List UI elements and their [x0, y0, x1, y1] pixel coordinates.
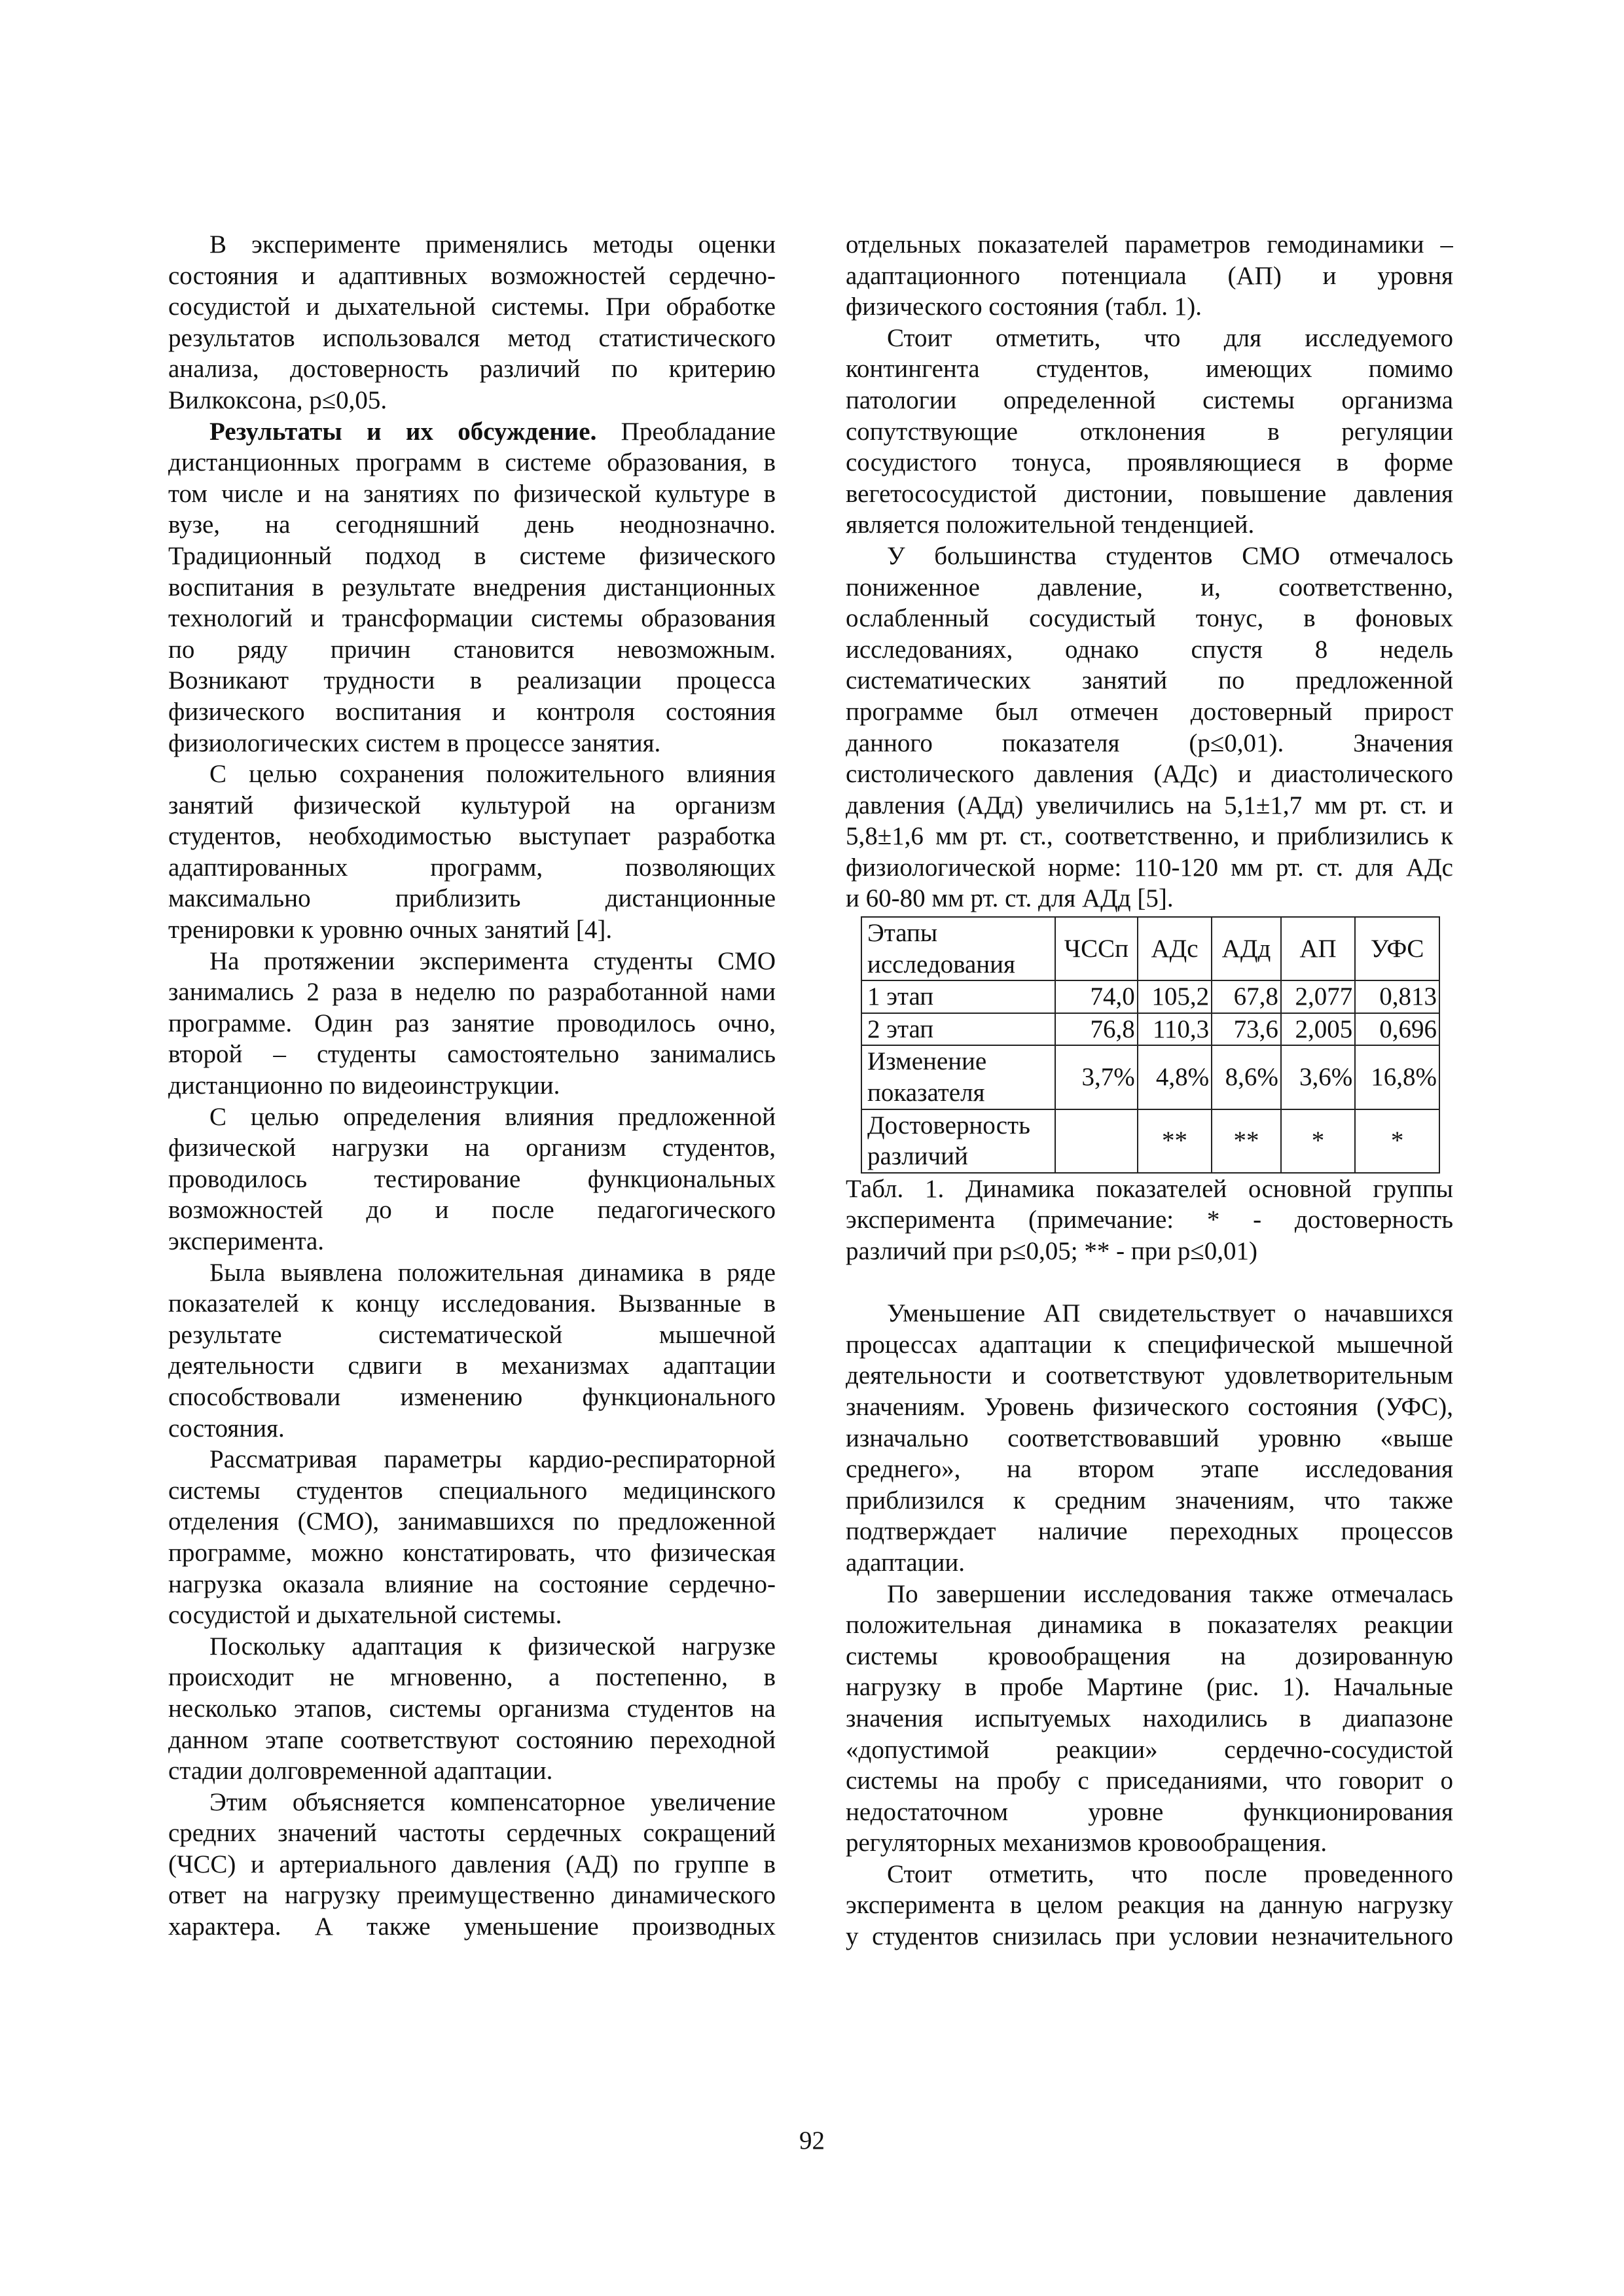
table-header-stage: Этапы исследования: [861, 917, 1055, 980]
text-line: регуляторных механизмов кровообращения.: [846, 1829, 1327, 1857]
right-column-text-after-table: [846, 1298, 1453, 1952]
text-line: второй – студенты самостоятельно занимались: [168, 1040, 776, 1069]
text-line: у студентов снизилась при условии незначительного: [846, 1922, 1453, 1951]
text-line: Этим объясняется компенсаторное увеличение: [209, 1787, 776, 1816]
text-line: пониженное давление, и, соответственно,: [846, 573, 1453, 601]
table-cell: 74,0: [1055, 980, 1138, 1013]
text-line: средних значений частоты сердечных сокращений: [168, 1819, 776, 1848]
table-header-cell: АП: [1281, 917, 1355, 980]
text-line: Поскольку адаптация к физической нагрузке: [209, 1632, 776, 1660]
text-line: воспитания в результате внедрения дистанционных: [168, 573, 776, 601]
text-line: возможностей до и после педагогического: [168, 1196, 776, 1225]
text-line: отделения (СМО), занимавшихся по предложенной: [168, 1507, 776, 1536]
text-line: недостаточном уровне функционирования: [846, 1797, 1453, 1826]
text-line: Традиционный подход в системе физического: [168, 541, 776, 570]
table-cell: 16,8%: [1355, 1045, 1439, 1109]
table-row-label: 1 этап: [861, 980, 1055, 1013]
page-number: 92: [799, 2126, 825, 2155]
text-line: Табл. 1. Динамика показателей основной группы: [846, 1174, 1453, 1203]
table-row-label: 2 этап: [861, 1013, 1055, 1046]
text-line: сосудистой и дыхательной системы.: [168, 1601, 562, 1630]
table-cell: *: [1281, 1109, 1355, 1173]
text-line: Стоит отметить, что после проведенного: [887, 1859, 1453, 1888]
text-line: Вилкоксона, p≤0,05.: [168, 386, 388, 414]
table-cell: *: [1355, 1109, 1439, 1173]
text-line: максимально приблизить дистанционные: [168, 884, 776, 913]
text-line: результатов использовался метод статистического: [168, 323, 776, 352]
text-line: Рассматривая параметры кардио-респираторной: [209, 1445, 776, 1474]
text-line: эксперимента.: [168, 1227, 325, 1255]
table-row-label: Достоверность различий: [861, 1109, 1055, 1173]
table-caption: [846, 1174, 1453, 1267]
text-line: значениям. Уровень физического состояния (УФС),: [846, 1392, 1453, 1421]
text-line: адаптированных программ, позволяющих: [168, 853, 776, 882]
text-line: стадии долговременной адаптации.: [168, 1757, 553, 1785]
text-line: адаптационного потенциала (АП) и уровня: [846, 261, 1453, 290]
text-line: программе, можно констатировать, что физическая: [168, 1538, 776, 1567]
text-line: Уменьшение АП свидетельствует о начавшихся: [887, 1299, 1453, 1328]
table-1: [861, 916, 1440, 1174]
text-line: анализа, достоверность различий по критерию: [168, 355, 776, 384]
text-line: и 60-80 мм рт. ст. для АДд [5].: [846, 884, 1174, 913]
text-line: программе. Один раз занятие проводилось очно,: [168, 1009, 776, 1037]
table-header-row: [861, 917, 1439, 980]
text-line: «допустимой реакции» сердечно-сосудистой: [846, 1735, 1453, 1764]
text-line: занятий физической культурой на организм: [168, 791, 776, 819]
text-line: результате систематической мышечной: [168, 1320, 776, 1349]
text-line: Стоит отметить, что для исследуемого: [887, 323, 1453, 352]
text-line: технологий и трансформации системы образования: [168, 604, 776, 633]
text-line: нагрузку в пробе Мартине (рис. 1). Начальные: [846, 1673, 1453, 1702]
text-line: эксперимента (примечание: * - достоверность: [846, 1206, 1453, 1234]
table-header-cell: УФС: [1355, 917, 1439, 980]
text-line: характера. А также уменьшение производных: [168, 1912, 776, 1941]
table-cell: 8,6%: [1212, 1045, 1281, 1109]
text-line: нагрузка оказала влияние на состояние сердечно-: [168, 1570, 776, 1598]
text-line: адаптации.: [846, 1548, 965, 1577]
text-line: студентов, необходимостью выступает разработка: [168, 822, 776, 851]
text-line: В эксперименте применялись методы оценки: [209, 230, 776, 259]
table-cell: 0,813: [1355, 980, 1439, 1013]
indicators-table: [861, 916, 1440, 1174]
table-cell: 76,8: [1055, 1013, 1138, 1046]
text-line: По завершении исследования также отмечалась: [887, 1579, 1453, 1608]
text-line: данном этапе соответствуют состоянию переходной: [168, 1725, 776, 1754]
text-line: подтверждает наличие переходных процессов: [846, 1517, 1453, 1546]
text-line: [168, 416, 776, 448]
table-cell: 73,6: [1212, 1013, 1281, 1046]
text-line: состояния.: [168, 1414, 285, 1443]
table-header-cell: АДд: [1212, 917, 1281, 980]
text-line: отдельных показателей параметров гемодинамики –: [846, 230, 1453, 259]
table-row: [861, 1109, 1439, 1173]
text-line: физического воспитания и контроля состояния: [168, 697, 776, 726]
table-header-cell: АДс: [1138, 917, 1212, 980]
text-line: системы кровообращения на дозированную: [846, 1641, 1453, 1670]
text-line: На протяжении эксперимента студенты СМО: [209, 946, 776, 975]
table-cell: 110,3: [1138, 1013, 1212, 1046]
table-cell: **: [1212, 1109, 1281, 1173]
right-column-text-before-table: [846, 229, 1453, 914]
text-line: дистанционно по видеоинструкции.: [168, 1071, 560, 1100]
text-line: ослабленный сосудистый тонус, в фоновых: [846, 604, 1453, 633]
text-line: деятельности сдвиги в механизмах адаптации: [168, 1352, 776, 1380]
text-line: том числе и на занятиях по физической культуре в: [168, 479, 776, 508]
table-cell: 2,077: [1281, 980, 1355, 1013]
text-line: различий при p≤0,05; ** - при p≤0,01): [846, 1237, 1258, 1265]
text-line: проводилось тестирование функциональных: [168, 1164, 776, 1193]
table-cell: 0,696: [1355, 1013, 1439, 1046]
text-line: системы на пробу с приседаниями, что говорит о: [846, 1767, 1453, 1795]
table-cell: 3,7%: [1055, 1045, 1138, 1109]
text-line: физиологических систем в процессе занятия.: [168, 728, 661, 757]
text-line: сосудистого тонуса, проявляющиеся в форме: [846, 448, 1453, 477]
text-line: тренировки к уровню очных занятий [4].: [168, 916, 613, 944]
table-header-cell: ЧССп: [1055, 917, 1138, 980]
text-line: систематических занятий по предложенной: [846, 666, 1453, 695]
table-cell: 3,6%: [1281, 1045, 1355, 1109]
text-line: среднего», на втором этапе исследования: [846, 1455, 1453, 1484]
text-line: патологии определенной системы организма: [846, 386, 1453, 414]
text-line: физиологической норме: 110-120 мм рт. ст. для АДс: [846, 853, 1453, 882]
text-line: вузе, на сегодняшний день неоднозначно.: [168, 511, 776, 539]
text-line: сосудистой и дыхательной системы. При обработке: [168, 293, 776, 321]
text-line: У большинства студентов СМО отмечалось: [887, 541, 1453, 570]
text-line: значения испытуемых находились в диапазоне: [846, 1704, 1453, 1732]
text-line: по ряду причин становится невозможным.: [168, 635, 776, 664]
text-line: происходит не мгновенно, а постепенно, в: [168, 1663, 776, 1692]
text-line: приблизился к средним значениям, что также: [846, 1486, 1453, 1515]
text-line: процессах адаптации к специфической мышечной: [846, 1330, 1453, 1359]
table-cell: [1055, 1109, 1138, 1173]
text-line: С целью сохранения положительного влияния: [209, 760, 776, 789]
text-line: деятельности и соответствуют удовлетворительным: [846, 1361, 1453, 1390]
text-line: эксперимента в целом реакция на данную нагрузку: [846, 1891, 1453, 1920]
text-line: изначально соответствовавший уровню «выше: [846, 1424, 1453, 1452]
table-row: [861, 1013, 1439, 1046]
text-line: занимались 2 раза в неделю по разработанной нами: [168, 978, 776, 1007]
table-row: [861, 980, 1439, 1013]
table-cell: 67,8: [1212, 980, 1281, 1013]
text-line: системы студентов специального медицинского: [168, 1476, 776, 1505]
text-line: исследованиях, однако спустя 8 недель: [846, 635, 1453, 664]
text-line: программе был отмечен достоверный прирост: [846, 697, 1453, 726]
table-cell: **: [1138, 1109, 1212, 1173]
text-line: состояния и адаптивных возможностей сердечно-: [168, 261, 776, 290]
text-line: данного показателя (p≤0,01). Значения: [846, 728, 1453, 757]
left-column: [168, 229, 776, 1943]
text-line-content: Преобладание: [596, 417, 776, 446]
text-line: контингента студентов, имеющих помимо: [846, 355, 1453, 384]
text-line: давления (АДд) увеличились на 5,1±1,7 мм рт. ст. и: [846, 791, 1453, 819]
section-heading: Результаты и их обсуждение.: [209, 417, 597, 446]
table-row: [861, 1045, 1439, 1109]
text-line: Возникают трудности в реализации процесса: [168, 666, 776, 695]
text-line: физического состояния (табл. 1).: [846, 293, 1202, 321]
text-line: несколько этапов, системы организма студентов на: [168, 1694, 776, 1723]
text-line: Была выявлена положительная динамика в ряде: [209, 1258, 776, 1287]
text-line: показателей к концу исследования. Вызванные в: [168, 1289, 776, 1318]
text-line: является положительной тенденцией.: [846, 511, 1255, 539]
text-line: 5,8±1,6 мм рт. ст., соответственно, и приблизились к: [846, 822, 1453, 851]
text-line: дистанционных программ в системе образования, в: [168, 448, 776, 477]
text-line: С целью определения влияния предложенной: [209, 1102, 776, 1131]
text-line: вегетососудистой дистонии, повышение давления: [846, 479, 1453, 508]
spacer: [846, 1267, 1453, 1299]
table-cell: 2,005: [1281, 1013, 1355, 1046]
text-line: систолического давления (АДс) и диастолического: [846, 760, 1453, 789]
table-cell: 105,2: [1138, 980, 1212, 1013]
text-line: ответ на нагрузку преимущественно динамического: [168, 1881, 776, 1910]
text-line: способствовали изменению функционального: [168, 1382, 776, 1411]
right-column: [846, 229, 1453, 1952]
table-cell: 4,8%: [1138, 1045, 1212, 1109]
text-line: (ЧСС) и артериального давления (АД) по группе в: [168, 1850, 776, 1878]
text-line: сопутствующие отклонения в регуляции: [846, 417, 1453, 446]
text-line: физической нагрузки на организм студентов,: [168, 1134, 776, 1162]
text-line: положительная динамика в показателях реакции: [846, 1611, 1453, 1640]
table-row-label: Изменение показателя: [861, 1045, 1055, 1109]
